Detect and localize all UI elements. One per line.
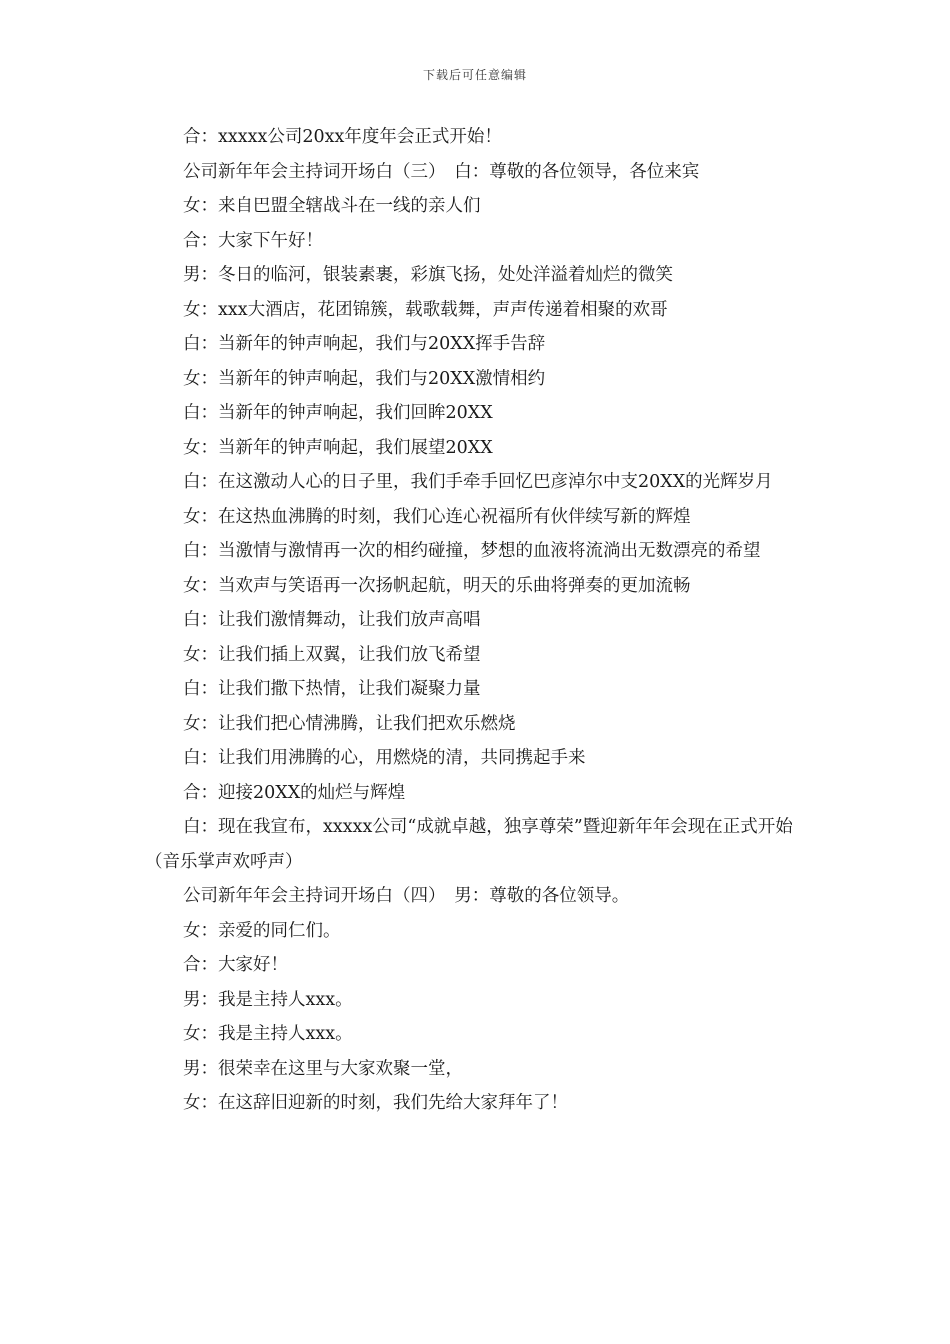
paragraph: 合：大家下午好！: [183, 230, 323, 251]
paragraph: 白：让我们用沸腾的心，用燃烧的清，共同携起手来: [183, 748, 586, 768]
page-header: 下载后可任意编辑: [422, 68, 527, 82]
paragraph: 合：大家好！: [183, 955, 288, 975]
paragraph: 合：迎接20XX的灿烂与辉煌: [183, 782, 406, 803]
paragraph: 白：让我们撒下热情，让我们凝聚力量: [183, 679, 481, 699]
paragraph: 女：当欢声与笑语再一次扬帆起航，明天的乐曲将弹奏的更加流畅: [183, 575, 691, 596]
paragraph: 白：当激情与激情再一次的相约碰撞，梦想的血液将流淌出无数漂亮的希望: [183, 541, 761, 561]
paragraph: 女：xxx大酒店，花团锦簇，载歌载舞，声声传递着相聚的欢哥: [183, 299, 668, 320]
paragraph: 白：在这激动人心的日子里，我们手牵手回忆巴彦淖尔中支20XX的光辉岁月: [183, 472, 773, 492]
paragraph: 女：让我们把心情沸腾，让我们把欢乐燃烧: [183, 713, 516, 734]
paragraph: 女：让我们插上双翼，让我们放飞希望: [183, 644, 481, 665]
paragraph: 白：当新年的钟声响起，我们回眸20XX: [183, 403, 493, 423]
document-body: [145, 120, 810, 1121]
paragraph: 白：当新年的钟声响起，我们与20XX挥手告辞: [183, 334, 546, 354]
paragraph: 男：我是主持人xxx。: [183, 989, 353, 1010]
paragraph: 女：在这辞旧迎新的时刻，我们先给大家拜年了！: [183, 1093, 568, 1113]
paragraph: 白：现在我宣布，xxxxx公司“成就卓越，独享尊荣”暨迎新年年会现在正式开始（音乐掌声欢呼声）: [145, 817, 793, 872]
paragraph: 公司新年年会主持词开场白（四） 男：尊敬的各位领导。: [183, 886, 630, 906]
paragraph: 女：来自巴盟全辖战斗在一线的亲人们: [183, 196, 481, 216]
paragraph: 女：当新年的钟声响起，我们与20XX激情相约: [183, 368, 546, 389]
paragraph: 男：很荣幸在这里与大家欢聚一堂，: [183, 1058, 463, 1079]
paragraph: 合：xxxxx公司20xx年度年会正式开始！: [183, 127, 502, 147]
paragraph: 女：在这热血沸腾的时刻，我们心连心祝福所有伙伴续写新的辉煌: [183, 506, 691, 527]
paragraph: 白：让我们激情舞动，让我们放声高唱: [183, 610, 481, 630]
paragraph: 女：我是主持人xxx。: [183, 1024, 353, 1044]
paragraph: 女：亲爱的同仁们。: [183, 920, 341, 941]
paragraph: 女：当新年的钟声响起，我们展望20XX: [183, 437, 493, 458]
paragraph: 男：冬日的临河，银装素裹，彩旗飞扬，处处洋溢着灿烂的微笑: [183, 265, 673, 285]
paragraph: 公司新年年会主持词开场白（三） 白：尊敬的各位领导，各位来宾: [183, 161, 700, 182]
